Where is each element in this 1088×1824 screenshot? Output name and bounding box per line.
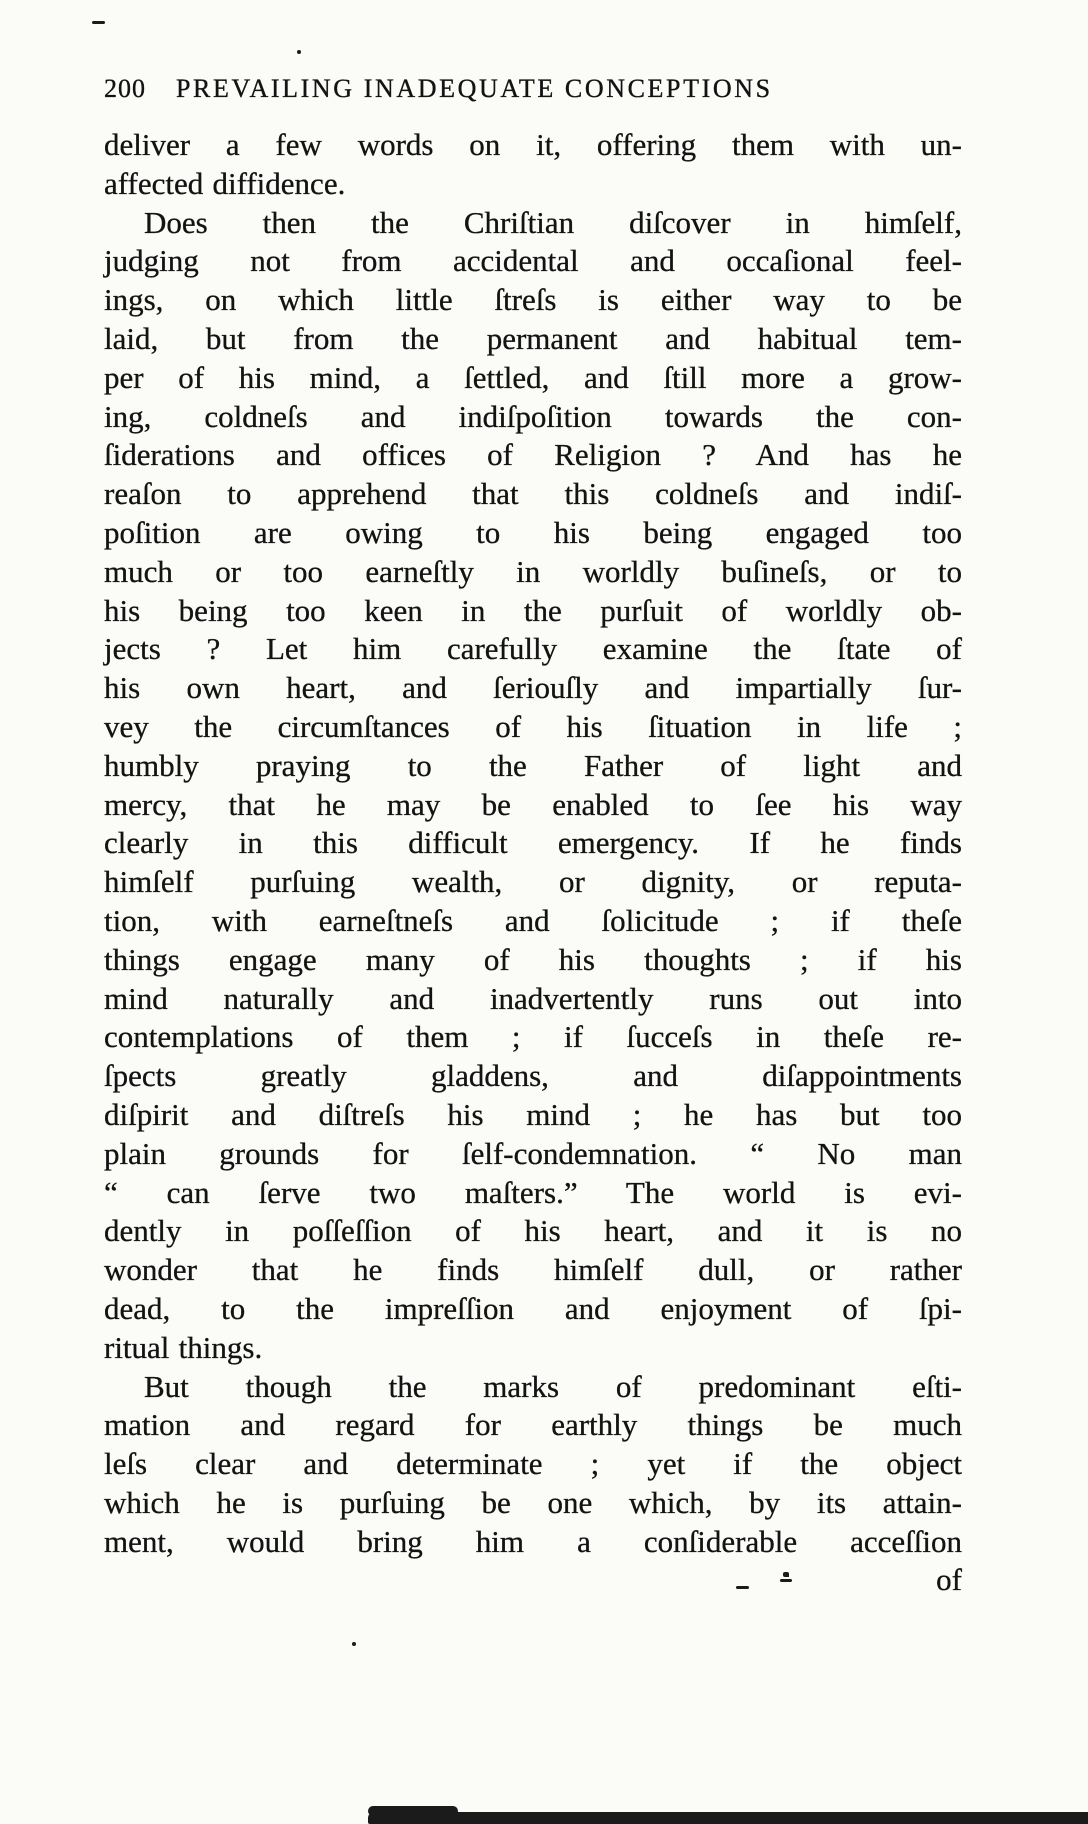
catchword: of xyxy=(936,1562,962,1598)
text-line: reaſon to apprehend that this coldneſs and indiſ- xyxy=(104,476,962,512)
scan-artifact-dash-top xyxy=(92,21,105,24)
text-line: himſelf purſuing wealth, or dignity, or reputa- xyxy=(104,864,962,900)
text-line: ment, would bring him a conſiderable acceſſion xyxy=(104,1523,962,1559)
scan-edge-shadow-2 xyxy=(368,1806,458,1816)
text-line: mind naturally and inadvertently runs out into xyxy=(104,980,962,1016)
text-line: his own heart, and ſeriouſly and impartially ſur- xyxy=(104,670,962,706)
text-line: plain grounds for ſelf-condemnation. “ No man xyxy=(104,1135,962,1171)
text-line: laid, but from the permanent and habitual tem- xyxy=(104,320,962,356)
text-line: which he is purſuing be one which, by its attain- xyxy=(104,1484,962,1520)
text-block xyxy=(104,126,962,1600)
text-line: judging not from accidental and occaſional feel- xyxy=(104,243,962,279)
text-line: wonder that he finds himſelf dull, or rather xyxy=(104,1252,962,1288)
text-line: his being too keen in the purſuit of worldly ob- xyxy=(104,592,962,628)
text-line: ritual things. xyxy=(104,1329,263,1365)
text-line: ings, on which little ſtreſs is either way to be xyxy=(104,282,962,318)
text-line: ing, coldneſs and indiſpoſition towards the con- xyxy=(104,398,962,434)
text-line: contemplations of them ; if ſucceſs in theſe re- xyxy=(104,1019,962,1055)
running-head xyxy=(104,74,966,104)
text-line: much or too earneſtly in worldly buſineſs, or to xyxy=(104,553,962,589)
text-line: mation and regard for earthly things be much xyxy=(104,1407,962,1443)
text-line: dently in poſſeſſion of his heart, and it is no xyxy=(104,1213,962,1249)
scan-edge-shadow xyxy=(368,1812,1088,1824)
text-line: affected diffidence. xyxy=(104,165,346,201)
text-line: ſpects greatly gladdens, and diſappointments xyxy=(104,1058,962,1094)
text-line: ſiderations and offices of Religion ? And has he xyxy=(104,437,962,473)
text-line: dead, to the impreſſion and enjoyment of ſpi- xyxy=(104,1290,962,1326)
text-line: humbly praying to the Father of light and xyxy=(104,747,962,783)
text-line: tion, with earneſtneſs and ſolicitude ; if theſe xyxy=(104,902,962,938)
text-line: deliver a few words on it, offering them with un- xyxy=(104,127,962,162)
text-line: things engage many of his thoughts ; if his xyxy=(104,941,962,977)
scan-artifact-dot-top xyxy=(297,50,301,54)
text-line: diſpirit and diſtreſs his mind ; he has but too xyxy=(104,1096,962,1132)
text-line: per of his mind, a ſettled, and ſtill more a grow- xyxy=(104,359,962,395)
running-title: PREVAILING INADEQUATE CONCEPTIONS xyxy=(176,74,773,103)
text-line: vey the circumſtances of his ſituation in life ; xyxy=(104,708,962,744)
text-line: clearly in this difficult emergency. If he finds xyxy=(104,825,962,861)
page-number: 200 xyxy=(104,74,146,103)
text-line: But though the marks of predominant eſti- xyxy=(144,1368,962,1404)
text-line: mercy, that he may be enabled to ſee his way xyxy=(104,786,962,822)
scan-artifact-dash-bottom xyxy=(736,1586,749,1589)
scan-artifact-mark-bottom xyxy=(778,1572,794,1584)
text-line: Does then the Chriſtian diſcover in himſelf, xyxy=(144,204,962,240)
text-line: poſition are owing to his being engaged too xyxy=(104,514,962,550)
text-line: leſs clear and determinate ; yet if the object xyxy=(104,1446,962,1482)
text-line: jects ? Let him carefully examine the ſtate of xyxy=(104,631,962,667)
text-line: “ can ſerve two maſters.” The world is evi- xyxy=(104,1174,962,1210)
scan-artifact-dot-bottom xyxy=(352,1642,356,1646)
